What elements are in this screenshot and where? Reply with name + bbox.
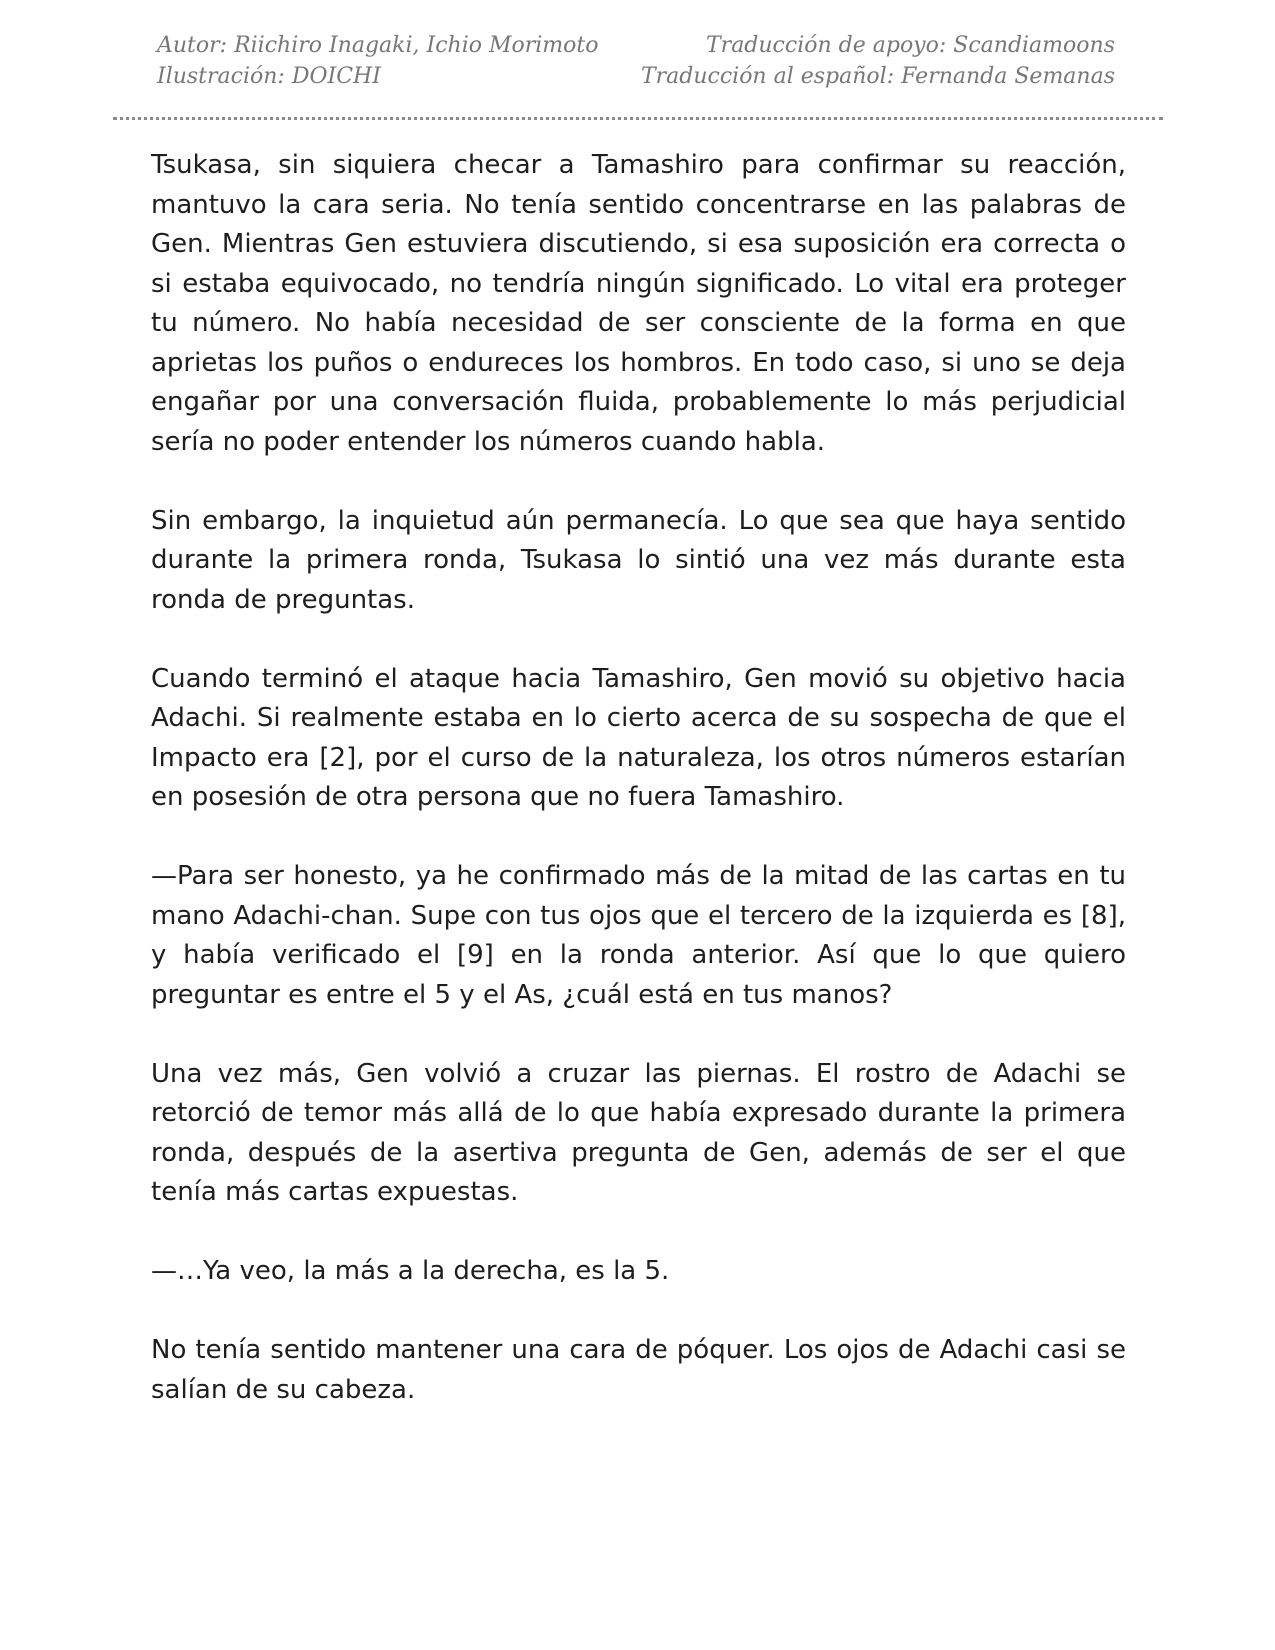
spanish-translation-credit: Traducción al español: Fernanda Semanas xyxy=(640,64,1115,89)
support-translation-credit: Traducción de apoyo: Scandiamoons xyxy=(706,33,1115,58)
header-divider xyxy=(113,117,1163,120)
header-credits-right xyxy=(641,30,1115,92)
page-header xyxy=(157,30,1115,92)
paragraph: Cuando terminó el ataque hacia Tamashiro, Gen movió su objetivo hacia Adachi. Si realmente estaba en lo cierto acerca de su sospecha de que el Impacto era [2], por el curso de la naturaleza, los otros números estarían en posesión de otra persona que no fuera Tamashiro. xyxy=(151,663,1126,812)
paragraph: —Para ser honesto, ya he confirmado más de la mitad de las cartas en tu mano Adachi-chan. Supe con tus ojos que el tercero de la izquierda es [8], y había verificado el [9] en la ronda anterior. Así que lo que quiero preguntar es entre el 5 y el As, ¿cuál está en tus manos? xyxy=(151,861,1126,1010)
header-credits-left xyxy=(157,30,598,92)
paragraph: —…Ya veo, la más a la derecha, es la 5. xyxy=(151,1256,670,1286)
author-credit: Autor: Riichiro Inagaki, Ichio Morimoto xyxy=(157,33,599,58)
illustration-credit: Ilustración: DOICHI xyxy=(157,64,381,89)
page-body xyxy=(151,146,1126,1410)
paragraph: Sin embargo, la inquietud aún permanecía. Lo que sea que haya sentido durante la primera ronda, Tsukasa lo sintió una vez más durante esta ronda de preguntas. xyxy=(151,505,1126,615)
paragraph: Una vez más, Gen volvió a cruzar las piernas. El rostro de Adachi se retorció de temor más allá de lo que había expresado durante la primera ronda, después de la asertiva pregunta de Gen, además de ser el que tenía más cartas expuestas. xyxy=(151,1058,1126,1207)
paragraph: No tenía sentido mantener una cara de póquer. Los ojos de Adachi casi se salían de su cabeza. xyxy=(151,1335,1126,1405)
paragraph: Tsukasa, sin siquiera checar a Tamashiro para confirmar su reacción, mantuvo la cara seria. No tenía sentido concentrarse en las palabras de Gen. Mientras Gen estuviera discutiendo, si esa suposición era correcta o si estaba equivocado, no tendría ningún significado. Lo vital era proteger tu número. No había necesidad de ser consciente de la forma en que aprietas los puños o endureces los hombros. En todo caso, si uno se deja engañar por una conversación fluida, probablemente lo más perjudicial sería no poder entender los números cuando habla. xyxy=(151,150,1126,457)
